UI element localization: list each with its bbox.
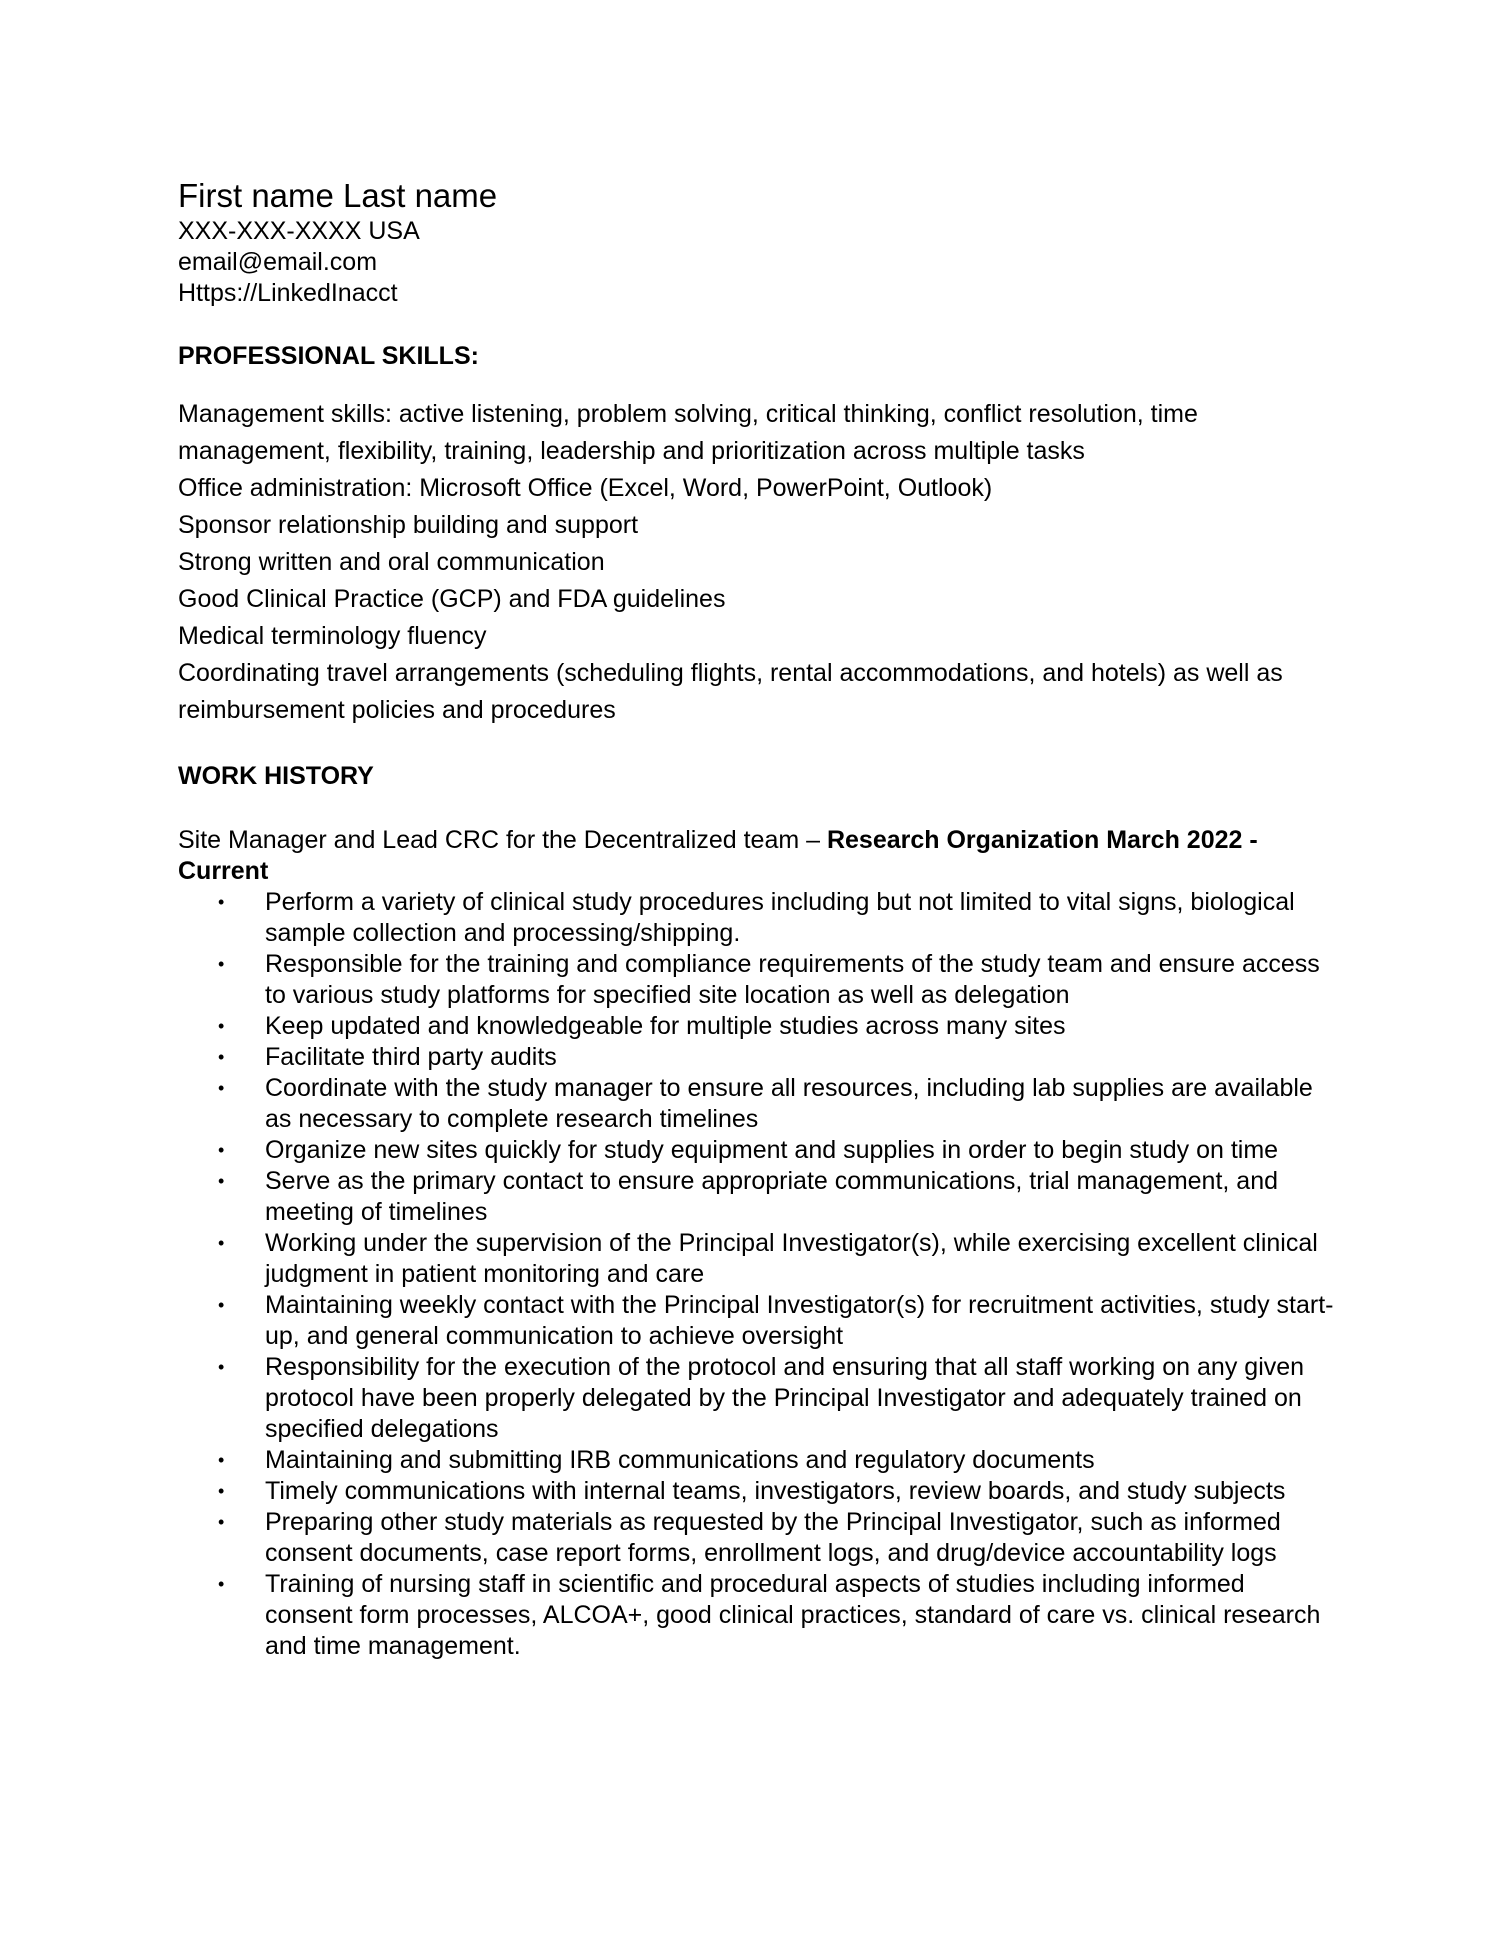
duty-item — [178, 1507, 1338, 1569]
candidate-name: First name Last name — [178, 177, 498, 214]
skill-item: Office administration: Microsoft Office (Excel, Word, PowerPoint, Outlook) — [178, 474, 993, 502]
skills-list — [178, 396, 1338, 729]
skill-item: Coordinating travel arrangements (scheduling flights, rental accommodations, and hotels) as well as reimbursement policies and procedures — [178, 659, 1283, 724]
duty-item — [178, 1352, 1338, 1445]
job-duties-list — [178, 887, 1338, 1662]
skill-item: Sponsor relationship building and support — [178, 511, 639, 539]
duty-item — [178, 1073, 1338, 1135]
bullet-icon: • — [218, 1357, 225, 1377]
duty-text: Maintaining weekly contact with the Principal Investigator(s) for recruitment activities, study start-up, and general communication to achieve oversight — [265, 1291, 1334, 1350]
linkedin-url: Https://LinkedInacct — [178, 279, 398, 307]
skill-item: Medical terminology fluency — [178, 622, 487, 650]
skill-item: Strong written and oral communication — [178, 548, 605, 576]
resume-page — [178, 176, 1338, 1662]
duty-item — [178, 1476, 1338, 1507]
duty-item — [178, 1135, 1338, 1166]
duty-text: Facilitate third party audits — [265, 1043, 557, 1071]
duty-text: Perform a variety of clinical study procedures including but not limited to vital signs, biological sample collection and processing/shipping. — [265, 888, 1295, 947]
bullet-icon: • — [218, 1450, 225, 1470]
bullet-icon: • — [218, 1481, 225, 1501]
bullet-icon: • — [218, 1171, 225, 1191]
job-title: Site Manager and Lead CRC for the Decentralized team – — [178, 826, 827, 854]
duty-item — [178, 1166, 1338, 1228]
duty-text: Keep updated and knowledgeable for multiple studies across many sites — [265, 1012, 1066, 1040]
duty-text: Working under the supervision of the Principal Investigator(s), while exercising excellent clinical judgment in patient monitoring and care — [265, 1229, 1318, 1288]
duty-text: Responsibility for the execution of the protocol and ensuring that all staff working on any given protocol have been properly delegated by the Principal Investigator and adequately trained on specified delegations — [265, 1353, 1305, 1443]
bullet-icon: • — [218, 1574, 225, 1594]
duty-text: Preparing other study materials as requested by the Principal Investigator, such as informed consent documents, case report forms, enrollment logs, and drug/device accountability logs — [265, 1508, 1281, 1567]
bullet-icon: • — [218, 1047, 225, 1067]
bullet-icon: • — [218, 1140, 225, 1160]
phone-number: XXX-XXX-XXXX USA — [178, 217, 420, 245]
skills-heading: PROFESSIONAL SKILLS: — [178, 342, 479, 370]
duty-item — [178, 1290, 1338, 1352]
bullet-icon: • — [218, 892, 225, 912]
duty-text: Organize new sites quickly for study equipment and supplies in order to begin study on time — [265, 1136, 1279, 1164]
skill-item: Good Clinical Practice (GCP) and FDA guidelines — [178, 585, 726, 613]
job-title-line — [178, 825, 1338, 887]
bullet-icon: • — [218, 1078, 225, 1098]
duty-text: Coordinate with the study manager to ensure all resources, including lab supplies are available as necessary to complete research timelines — [265, 1074, 1313, 1133]
duty-text: Maintaining and submitting IRB communications and regulatory documents — [265, 1446, 1095, 1474]
bullet-icon: • — [218, 1016, 225, 1036]
duty-text: Responsible for the training and compliance requirements of the study team and ensure access to various study platforms for specified site location as well as delegation — [265, 950, 1320, 1009]
duty-item — [178, 887, 1338, 949]
email-address: email@email.com — [178, 248, 378, 276]
bullet-icon: • — [218, 1233, 225, 1253]
duty-item — [178, 1445, 1338, 1476]
duty-text: Timely communications with internal teams, investigators, review boards, and study subjects — [265, 1477, 1286, 1505]
bullet-icon: • — [218, 954, 225, 974]
duty-item — [178, 1228, 1338, 1290]
work-history-heading: WORK HISTORY — [178, 762, 374, 790]
duty-item — [178, 1042, 1338, 1073]
duty-item — [178, 949, 1338, 1011]
skill-item: Management skills: active listening, problem solving, critical thinking, conflict resolution, time management, flexibility, training, leadership and prioritization across multiple tasks — [178, 400, 1198, 465]
job-organization-dates: Research Organization March 2022 - Current — [178, 826, 1258, 885]
duty-item — [178, 1011, 1338, 1042]
duty-text: Training of nursing staff in scientific and procedural aspects of studies including informed consent form processes, ALCOA+, good clinical practices, standard of care vs. clinical research and time management. — [265, 1570, 1321, 1660]
duty-item — [178, 1569, 1338, 1662]
duty-text: Serve as the primary contact to ensure appropriate communications, trial management, and meeting of timelines — [265, 1167, 1279, 1226]
bullet-icon: • — [218, 1512, 225, 1532]
job-entry — [178, 825, 1338, 1662]
bullet-icon: • — [218, 1295, 225, 1315]
